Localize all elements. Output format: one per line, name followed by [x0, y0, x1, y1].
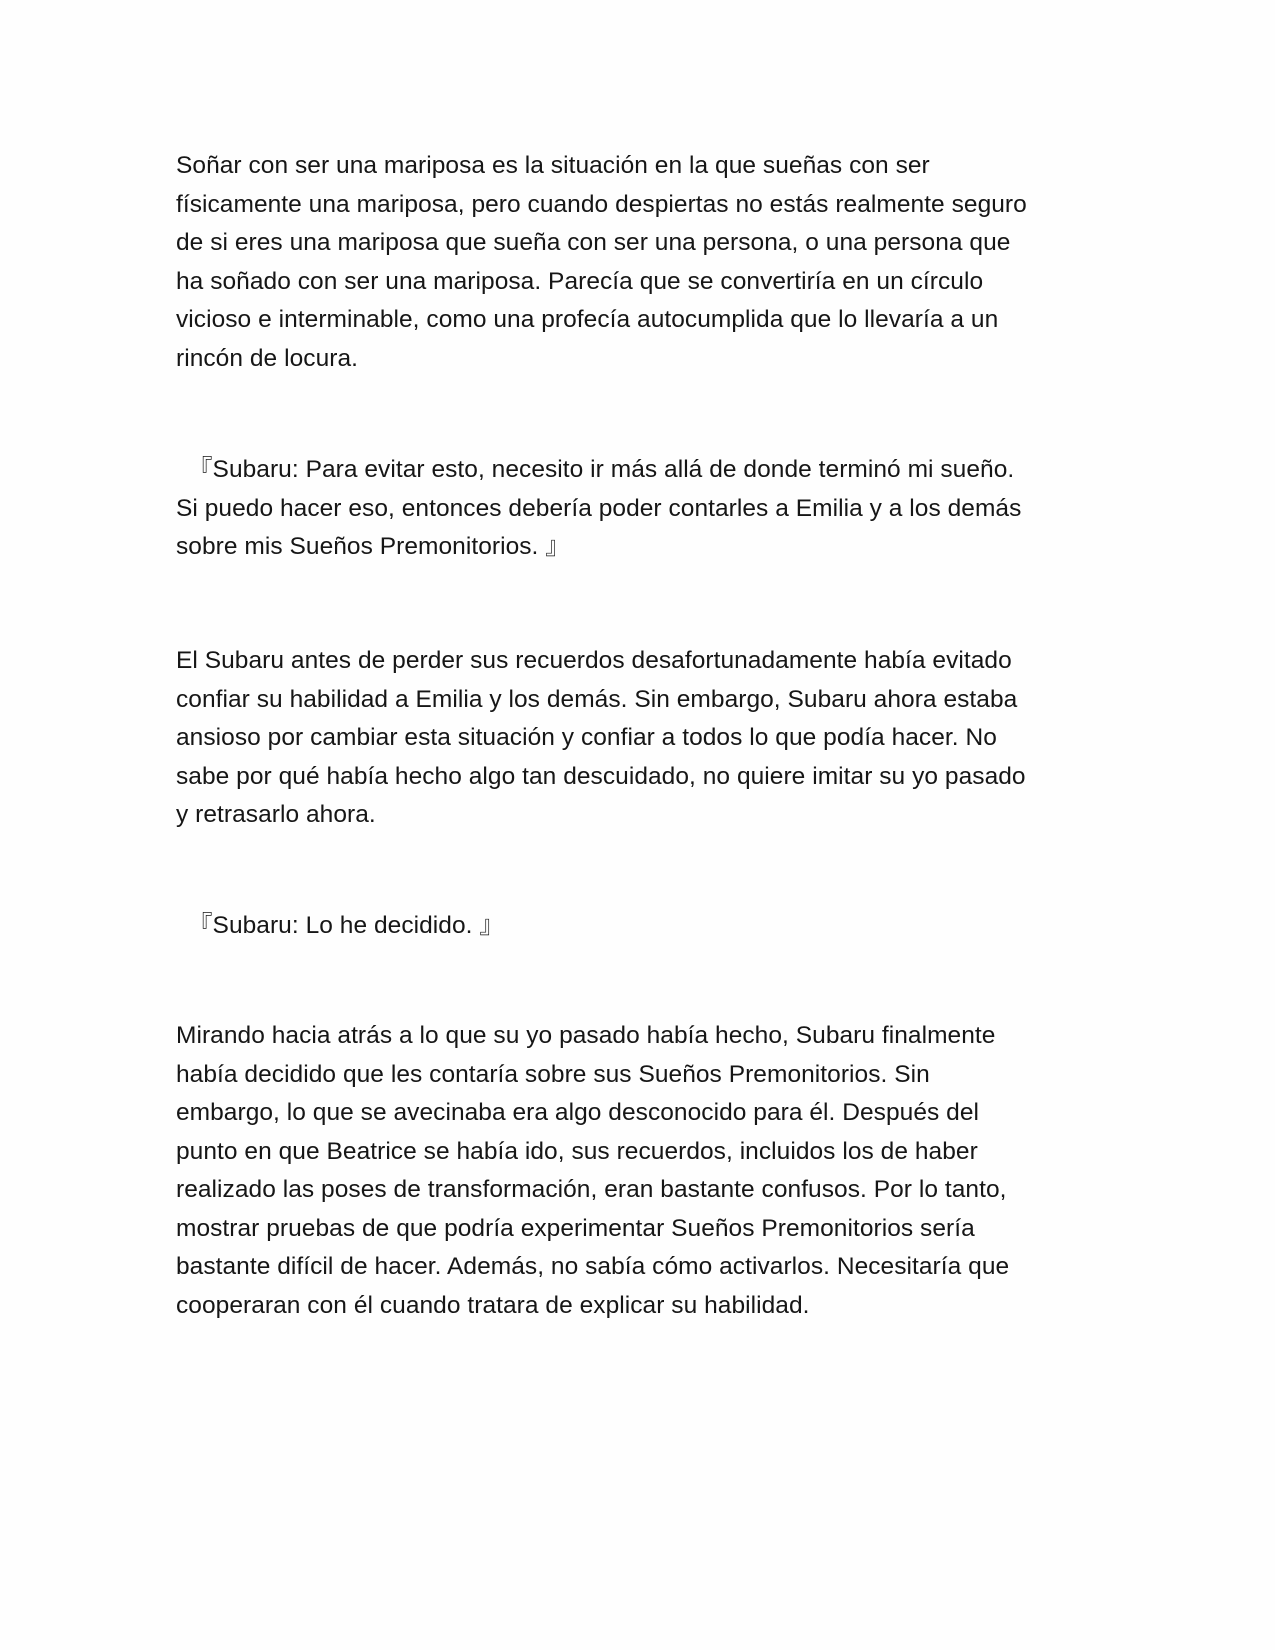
paragraph-line: ansioso por cambiar esta situación y confiar a todos lo que podía hacer. No [176, 724, 997, 751]
paragraph-3 [176, 1017, 1111, 1325]
paragraph-line: vicioso e interminable, como una profecía autocumplida que lo llevaría a un [176, 306, 999, 333]
paragraph-line: sabe por qué había hecho algo tan descuidado, no quiere imitar su yo pasado [176, 762, 1026, 790]
paragraph-line: embargo, lo que se avecinaba era algo desconocido para él. Después del [176, 1099, 980, 1126]
dialogue-line: 『Subaru: Para evitar esto, necesito ir más allá de donde terminó mi sueño. [188, 456, 1015, 483]
paragraph-line: Mirando hacia atrás a lo que su yo pasado había hecho, Subaru finalmente [176, 1022, 996, 1049]
dialogue-line: Si puedo hacer eso, entonces debería poder contarles a Emilia y a los demás [176, 494, 1022, 522]
paragraph-line: cooperaran con él cuando tratara de explicar su habilidad. [176, 1291, 810, 1319]
dialogue-line: sobre mis Sueños Premonitorios. 』 [176, 533, 570, 560]
paragraph-line: rincón de locura. [176, 344, 358, 372]
paragraph-line: realizado las poses de transformación, eran bastante confusos. Por lo tanto, [176, 1176, 1007, 1203]
paragraph-1 [176, 147, 1111, 378]
dialogue-2 [176, 907, 1111, 946]
dialogue-1 [176, 451, 1111, 567]
paragraph-line: ha soñado con ser una mariposa. Parecía que se convertiría en un círculo [176, 267, 984, 295]
paragraph-line: bastante difícil de hacer. Además, no sabía cómo activarlos. Necesitaría que [176, 1253, 1010, 1280]
paragraph-line: había decidido que les contaría sobre sus Sueños Premonitorios. Sin [176, 1060, 930, 1088]
paragraph-line: y retrasarlo ahora. [176, 801, 376, 828]
paragraph-line: El Subaru antes de perder sus recuerdos desafortunadamente había evitado [176, 647, 1012, 674]
paragraph-line: Soñar con ser una mariposa es la situación en la que sueñas con ser [176, 152, 930, 179]
paragraph-line: físicamente una mariposa, pero cuando despiertas no estás realmente seguro [176, 190, 1027, 218]
paragraph-line: de si eres una mariposa que sueña con ser una persona, o una persona que [176, 229, 1011, 256]
paragraph-2 [176, 642, 1111, 835]
paragraph-line: confiar su habilidad a Emilia y los demás. Sin embargo, Subaru ahora estaba [176, 685, 1018, 713]
paragraph-line: punto en que Beatrice se había ido, sus recuerdos, incluidos los de haber [176, 1137, 978, 1165]
paragraph-line: mostrar pruebas de que podría experimentar Sueños Premonitorios sería [176, 1214, 975, 1242]
dialogue-line: 『Subaru: Lo he decidido. 』 [188, 912, 504, 939]
